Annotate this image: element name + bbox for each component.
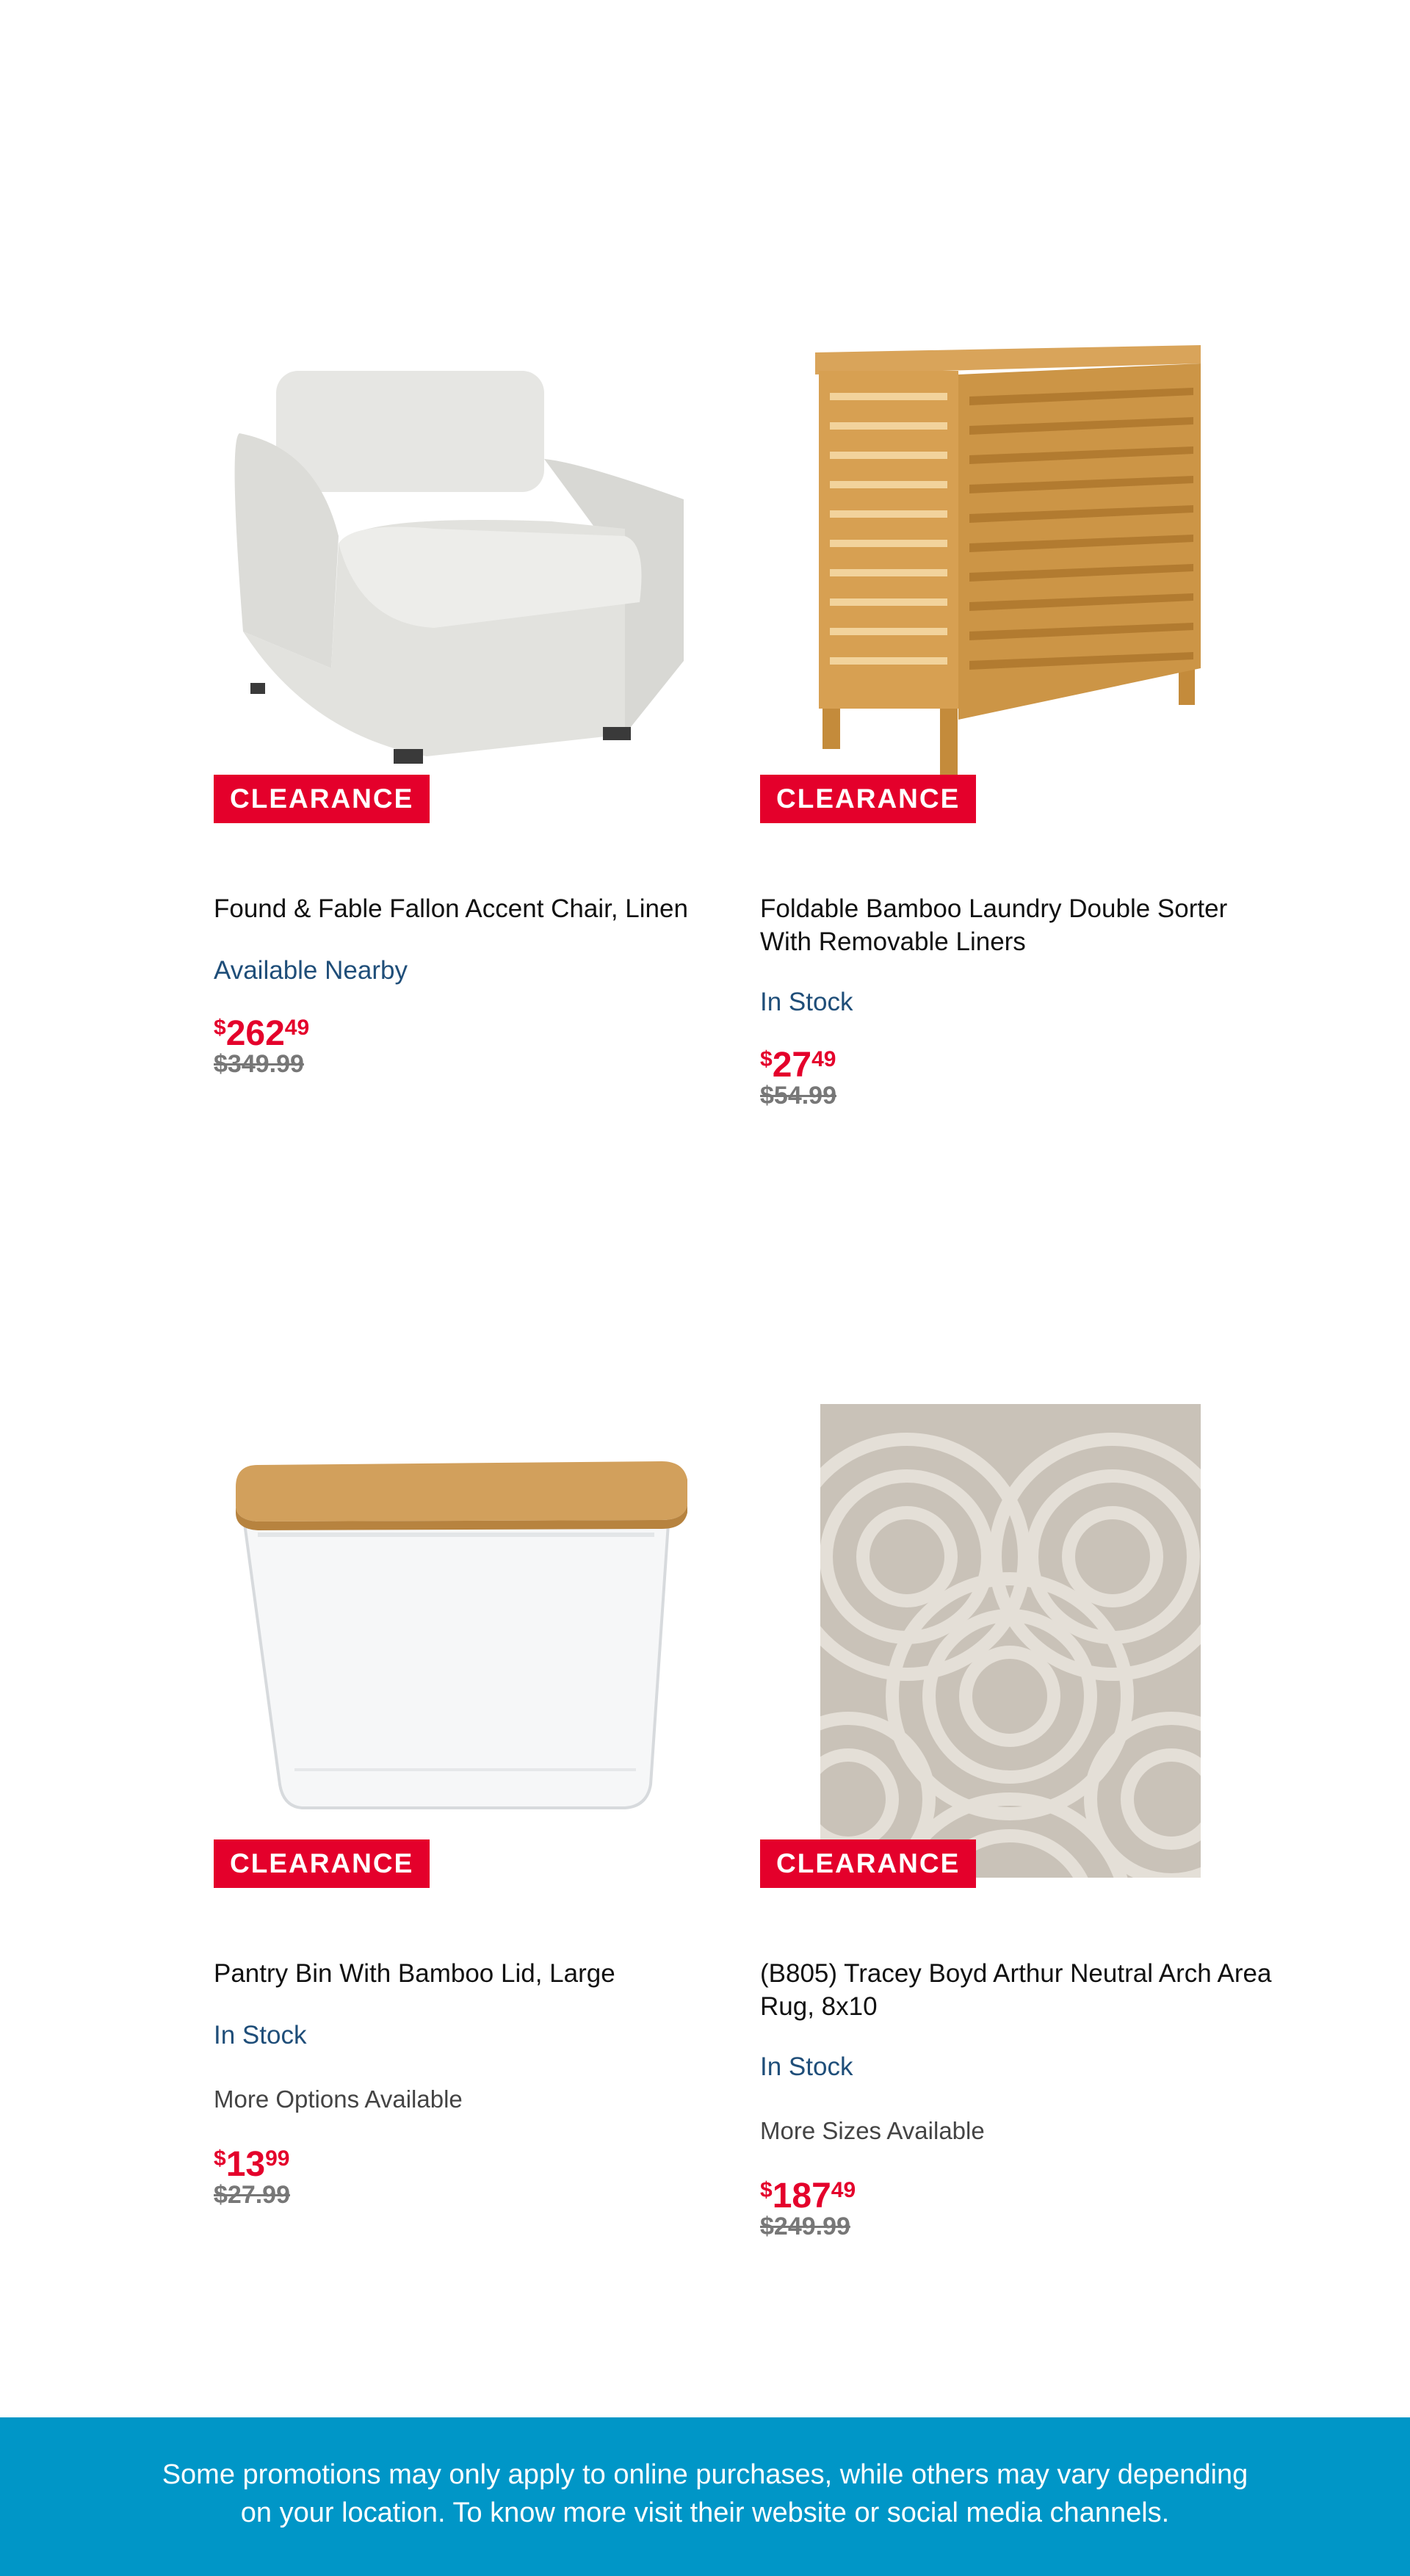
product-title[interactable]: (B805) Tracey Boyd Arthur Neutral Arch Area Rug, 8x10 [760, 1959, 1272, 2021]
price-cents: 49 [831, 2178, 856, 2202]
product-title[interactable]: Found & Fable Fallon Accent Chair, Linen [214, 894, 688, 923]
product-image[interactable] [214, 1388, 742, 1887]
price-dollars: 187 [772, 2177, 831, 2215]
product-image[interactable] [760, 323, 1289, 822]
more-sizes-note[interactable]: More Sizes Available [760, 2117, 985, 2144]
original-price: $54.99 [760, 1082, 836, 1110]
price-currency: $ [214, 2146, 226, 2171]
sale-price [214, 2144, 289, 2185]
promotions-disclaimer-banner [0, 2417, 1410, 2576]
stock-status: In Stock [214, 2021, 307, 2049]
price-cents: 99 [265, 2146, 290, 2171]
original-price: $349.99 [214, 1050, 304, 1078]
arch-rug-image [760, 1388, 1289, 1887]
original-price: $27.99 [214, 2181, 290, 2209]
price-cents: 49 [811, 1047, 836, 1071]
product-image[interactable] [760, 1388, 1289, 1887]
product-title[interactable]: Pantry Bin With Bamboo Lid, Large [214, 1959, 615, 1988]
price-currency: $ [760, 2178, 773, 2202]
disclaimer-line-1: Some promotions may only apply to online purchases, while others may vary depending [162, 2459, 1248, 2490]
disclaimer-line-2: on your location. To know more visit their website or social media channels. [240, 2497, 1170, 2528]
sale-price [214, 1013, 309, 1054]
price-dollars: 262 [225, 1014, 285, 1053]
clearance-badge: CLEARANCE [214, 1839, 430, 1888]
pantry-bin-image [214, 1388, 742, 1858]
price-dollars: 27 [772, 1046, 812, 1085]
more-options-note[interactable]: More Options Available [214, 2085, 463, 2113]
product-title[interactable]: Foldable Bamboo Laundry Double Sorter With Removable Liners [760, 894, 1228, 956]
price-dollars: 13 [225, 2145, 266, 2184]
clearance-badge: CLEARANCE [760, 1839, 976, 1888]
sale-price [760, 2176, 856, 2216]
clearance-badge: CLEARANCE [214, 775, 430, 823]
accent-chair-image [214, 323, 742, 793]
price-currency: $ [760, 1047, 773, 1071]
price-cents: 49 [284, 1016, 310, 1040]
stock-status: In Stock [760, 988, 853, 1016]
original-price: $249.99 [760, 2213, 850, 2240]
product-image[interactable] [214, 323, 742, 822]
disclaimer-text [0, 2417, 1410, 2532]
bamboo-sorter-image [760, 323, 1289, 793]
clearance-badge: CLEARANCE [760, 775, 976, 823]
stock-status: Available Nearby [214, 956, 408, 985]
sale-price [760, 1045, 836, 1085]
stock-status: In Stock [760, 2052, 853, 2081]
price-currency: $ [214, 1016, 226, 1040]
